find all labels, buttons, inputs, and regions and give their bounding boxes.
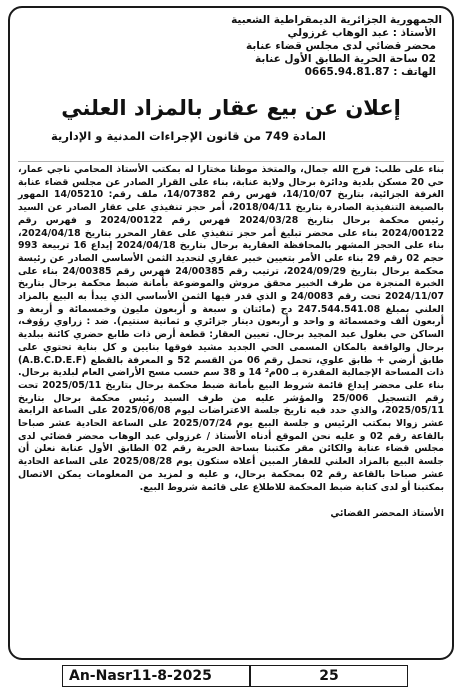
header-address: 02 ساحة الحرية الطابق الأول عنابة (255, 53, 436, 65)
bailiff-header (192, 14, 442, 79)
header-country: الجمهورية الجزائرية الديمقراطية الشعبية (231, 14, 442, 26)
newspaper-reference: An-Nasr11-8-2025 (69, 668, 212, 684)
header-phone: الهاتف : 0665.94.81.87 (304, 66, 436, 78)
header-bailiff-name: الأستاذ : عبد الوهاب غرزولي (287, 27, 436, 39)
page-number: 25 (319, 668, 339, 684)
notice-subtitle: المادة 749 من قانون الإجراءات المدنية و الإدارية (51, 129, 326, 143)
notice-title: إعلان عن بيع عقار بالمزاد العلني (61, 96, 401, 120)
notice-body: بناء على طلب: فرج الله جمال، والمتخذ موطنا مختارا له بمكتب الأستاذ المحامي ناجي عمار، حي 20 مسكن بلدية ودائرة برحال ولاية عنابة، بناء على القرار الصادر عن مجلس قضاء عنابة الغرفة الجزائية، بتاريخ 14/10/07، فهرس رقم 14/07382، ملف رقم: 14/05210 المهور بالصيغة التنفيذية الصادرة بتاريخ 2018/04/11، أمر حجز تنفيذي على عقار الصادر عن السيد رئيس محكمة برحال بتاريخ 2024/03/28 فهرس رقم 2024/00122 و فهرس رقم 2024/00122 بناء على محضر تبليغ أمر حجز تنفيذي على عقار المحرر بتاريخ 2024/04/18، بناء على الحجز المشهر بالمحافظة العقارية برحال بتاريخ 2024/04/18 إيداع 16 تربيعة 993 حجم 02 رقم 29 بناء على الأمر بتعيين خبير عقاري لتحديد الثمن الأساسي الصادر عن رئيسة محكمة برحال بتاريخ 2024/09/29، ترتيب رقم 24/00385 فهرس رقم 24/00385 بناء على الخبرة المنجزة من طرف الخبير محقق مروش والموضوعة بأمانة ضبط محكمة برحال بتاريخ 2024/11/07 تحت رقم 24/0083 و الذي قدر فيها الثمن الأساسي الذي يبدأ به البيع بالمزاد العلني بمبلغ 247.544.541.08 دج (مائتان و سبعة و أربعون مليون وخمسمائة و أربعة و أربعون ألف وخمسمائة و واحد و أربعون دينار جزائري و ثمانية سنتيم). ضد : زراوي رؤوف، الساكن حي بغلول عبد المجيد برحال. تعيين العقار: قطعة أرض ذات طابع حضري كائنة ببلدية برحال والواقعة بالمكان المسمى الحي الجديد مشيد فوقها بنايين و كل بناية تحتوي على طابق أرضي + طابق علوي، تحمل رقم 06 من القسم 52 و المعرفة بالقطع (A.B.C.D.E.F) ذات المساحة الإجمالية المقدرة بـ 00م² 14 و 38 سم حسب مسح الأراضي العام لبلدية برحال. بناء على محضر إيداع قائمة شروط البيع بأمانة ضبط محكمة برحال بتاريخ 2025/05/11 تحت رقم التسجيل 25/006 والمؤشر عليه من طرف السيد رئيس محكمة برحال بتاريخ 2025/05/11، والذي حدد فيه تاريخ جلسة الاعتراضات ليوم 2025/06/08 على الساعة الرابعة عشر زوالا بمكتب الرئيس و جلسة البيع يوم 2025/07/24 على الساعة الحادية عشر صباحا بالقاعة رقم 02 و عليه نحن الموقع أدناه الأستاذ / غرزولي عبد الوهاب محضر قضائي لدى مجلس قضاء عنابة والكائن مقر مكتبنا بساحة الحرية رقم 02 الطابق الأول عنابة نعلن أن جلسة البيع بالمزاد العلني للعقار المبين أعلاه ستكون يوم 2025/08/28 على الساعة الحادية عشر صباحا بالقاعة رقم 02 بمحكمة برحال، و عليه و لمزيد من المعلومات يمكن الاتصال بمكتبنا أو لدى كتابة ضبط المحكمة للاطلاع على قائمة شروط البيع. (18, 161, 444, 494)
page-footer (62, 665, 408, 687)
header-bailiff-title: محضر قضائي لدى مجلس قضاء عنابة (245, 40, 436, 52)
signature: الأستاذ المحضر القضائي (330, 508, 444, 520)
legal-notice (8, 6, 454, 660)
